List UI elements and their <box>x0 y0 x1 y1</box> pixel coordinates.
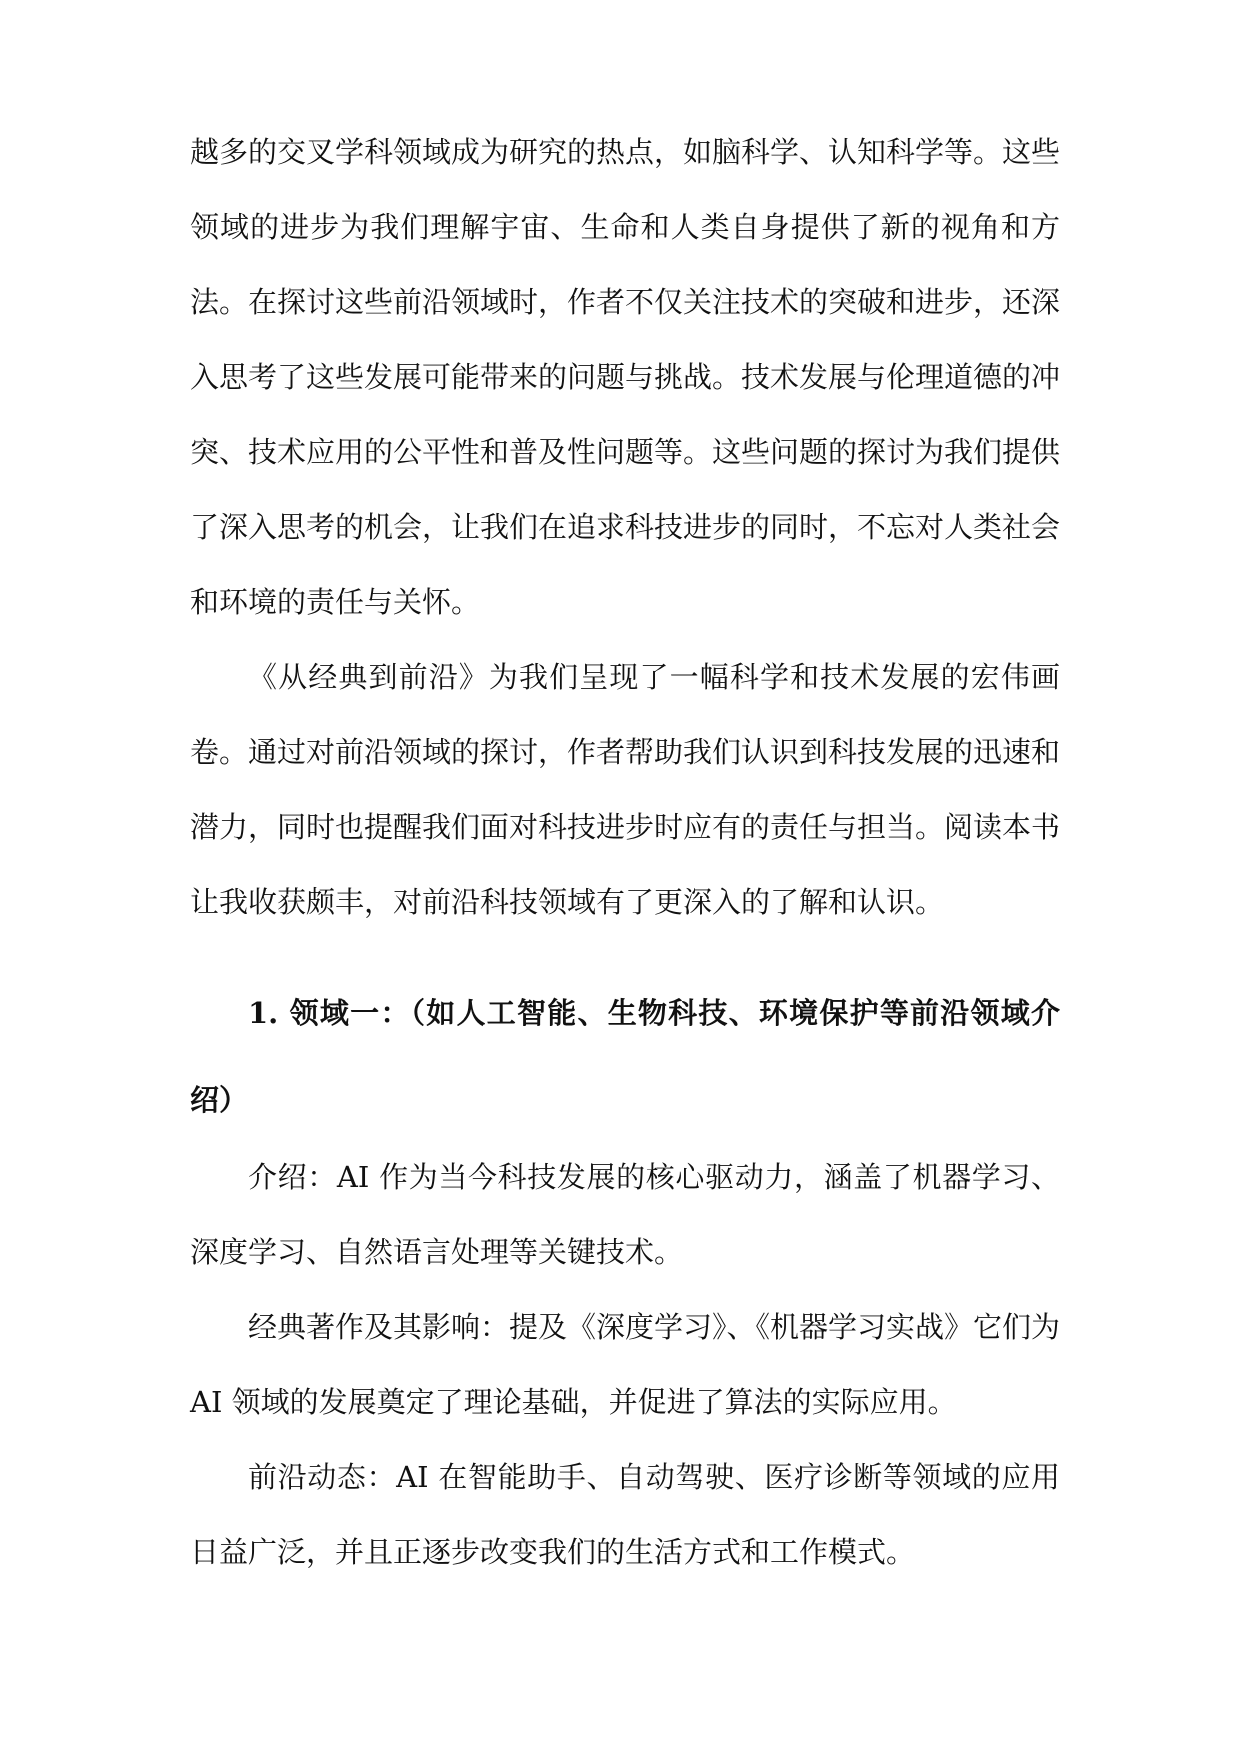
section-heading: 1. 领域一：（如人工智能、生物科技、环境保护等前沿领域介绍） <box>190 996 1060 1117</box>
paragraph-classic-works: 经典著作及其影响：提及《深度学习》、《机器学习实战》它们为AI 领域的发展奠定了理论基础，并促进了算法的实际应用。 <box>190 1310 1061 1419</box>
paragraph-book-summary: 《从经典到前沿》为我们呈现了一幅科学和技术发展的宏伟画卷。通过对前沿领域的探讨，作者帮助我们认识到科技发展的迅速和潜力，同时也提醒我们面对科技进步时应有的责任与担当。阅读本书让我收获颇丰，对前沿科技领域有了更深入的了解和认识。 <box>190 660 1061 919</box>
paragraph-continued: 越多的交叉学科领域成为研究的热点，如脑科学、认知科学等。这些领域的进步为我们理解宇宙、生命和人类自身提供了新的视角和方法。 <box>190 135 1061 319</box>
paragraph-frontier-dynamics: 前沿动态：AI 在智能助手、自动驾驶、医疗诊断等领域的应用日益广泛，并且正逐步改变我们的生活方式和工作模式。 <box>190 1460 1060 1569</box>
paragraph-ai-intro: 介绍：AI 作为当今科技发展的核心驱动力，涵盖了机器学习、深度学习、自然语言处理等关键技术。 <box>190 1160 1060 1269</box>
paragraph-challenges: 在探讨这些前沿领域时，作者不仅关注技术的突破和进步，还深入思考了这些发展可能带来的问题与挑战。技术发展与伦理道德的冲突、技术应用的公平性和普及性问题等。这些问题的探讨为我们提供了深入思考的机会，让我们在追求科技进步的同时，不忘对人类社会和环境的责任与关怀。 <box>190 285 1061 619</box>
